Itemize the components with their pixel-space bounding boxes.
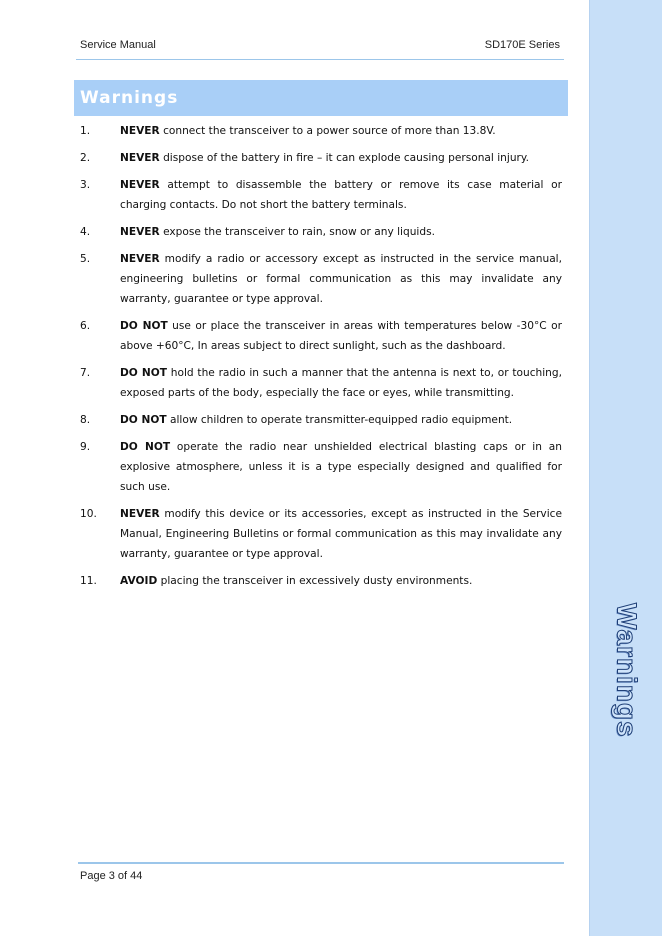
- list-item-keyword: NEVER: [120, 253, 160, 265]
- list-item-text: attempt to disassemble the battery or remove its case material or charging contacts. Do not short the battery terminals.: [120, 179, 562, 211]
- list-item-text: operate the radio near unshielded electrical blasting caps or in an explosive atmosphere, unless it is a type especially designed and qualified for such use.: [120, 441, 562, 493]
- list-item: [80, 437, 562, 497]
- list-item-keyword: DO NOT: [120, 414, 167, 426]
- list-item-text: hold the radio in such a manner that the antenna is next to, or touching, exposed parts of the body, especially the face or eyes, while transmitting.: [120, 367, 562, 399]
- sidebar-label: Warnings: [611, 602, 643, 738]
- list-item-text: connect the transceiver to a power source of more than 13.8V.: [159, 125, 496, 137]
- list-item: [80, 175, 562, 215]
- list-item-number: 1.: [80, 125, 91, 137]
- list-item: [80, 148, 562, 168]
- list-item-text: modify a radio or accessory except as instructed in the service manual, engineering bulletins or formal communication as this may invalidate any warranty, guarantee or type approval.: [120, 253, 562, 305]
- list-item-text: modify this device or its accessories, except as instructed in the Service Manual, Engineering Bulletins or formal communication as this may invalidate any warranty, guarantee or type approval.: [120, 508, 562, 560]
- list-item-number: 7.: [80, 367, 91, 379]
- list-item-keyword: DO NOT: [120, 367, 167, 379]
- list-item-number: 3.: [80, 179, 91, 191]
- list-item-number: 8.: [80, 414, 91, 426]
- list-item-number: 4.: [80, 226, 91, 238]
- list-item: [80, 363, 562, 403]
- list-item-number: 5.: [80, 253, 91, 265]
- list-item-number: 9.: [80, 441, 91, 453]
- list-item-text: placing the transceiver in excessively dusty environments.: [157, 575, 473, 587]
- footer-page-number: Page 3 of 44: [80, 870, 143, 882]
- list-item-keyword: DO NOT: [120, 320, 168, 332]
- list-item-keyword: NEVER: [120, 125, 160, 137]
- list-item-keyword: NEVER: [120, 152, 160, 164]
- list-item-text: dispose of the battery in fire – it can explode causing personal injury.: [159, 152, 530, 164]
- list-item-number: 10.: [80, 508, 97, 520]
- header-left-text: Service Manual: [80, 39, 156, 51]
- list-item: [80, 121, 562, 141]
- list-item: [80, 504, 562, 564]
- list-item: [80, 410, 562, 430]
- header-right-text: SD170E Series: [484, 39, 560, 51]
- list-item-number: 11.: [80, 575, 97, 587]
- list-item: [80, 222, 562, 242]
- section-title-bar: [74, 80, 568, 116]
- list-item-keyword: NEVER: [120, 508, 160, 520]
- section-title: Warnings: [80, 88, 179, 108]
- warnings-list: [80, 121, 562, 598]
- sidebar-label-wrap: [590, 602, 662, 738]
- list-item-text: allow children to operate transmitter-equipped radio equipment.: [166, 414, 513, 426]
- list-item-number: 6.: [80, 320, 91, 332]
- sidebar-tab: [589, 0, 662, 936]
- list-item-text: use or place the transceiver in areas with temperatures below -30°C or above +60°C, In areas subject to direct sunlight, such as the dashboard.: [120, 320, 562, 352]
- list-item-keyword: AVOID: [120, 575, 158, 587]
- footer-rule: [78, 862, 564, 864]
- list-item: [80, 571, 562, 591]
- header-rule: [76, 59, 564, 60]
- list-item-keyword: NEVER: [120, 179, 160, 191]
- list-item: [80, 249, 562, 309]
- list-item: [80, 316, 562, 356]
- list-item-number: 2.: [80, 152, 91, 164]
- list-item-keyword: NEVER: [120, 226, 160, 238]
- list-item-keyword: DO NOT: [120, 441, 171, 453]
- list-item-text: expose the transceiver to rain, snow or any liquids.: [159, 226, 435, 238]
